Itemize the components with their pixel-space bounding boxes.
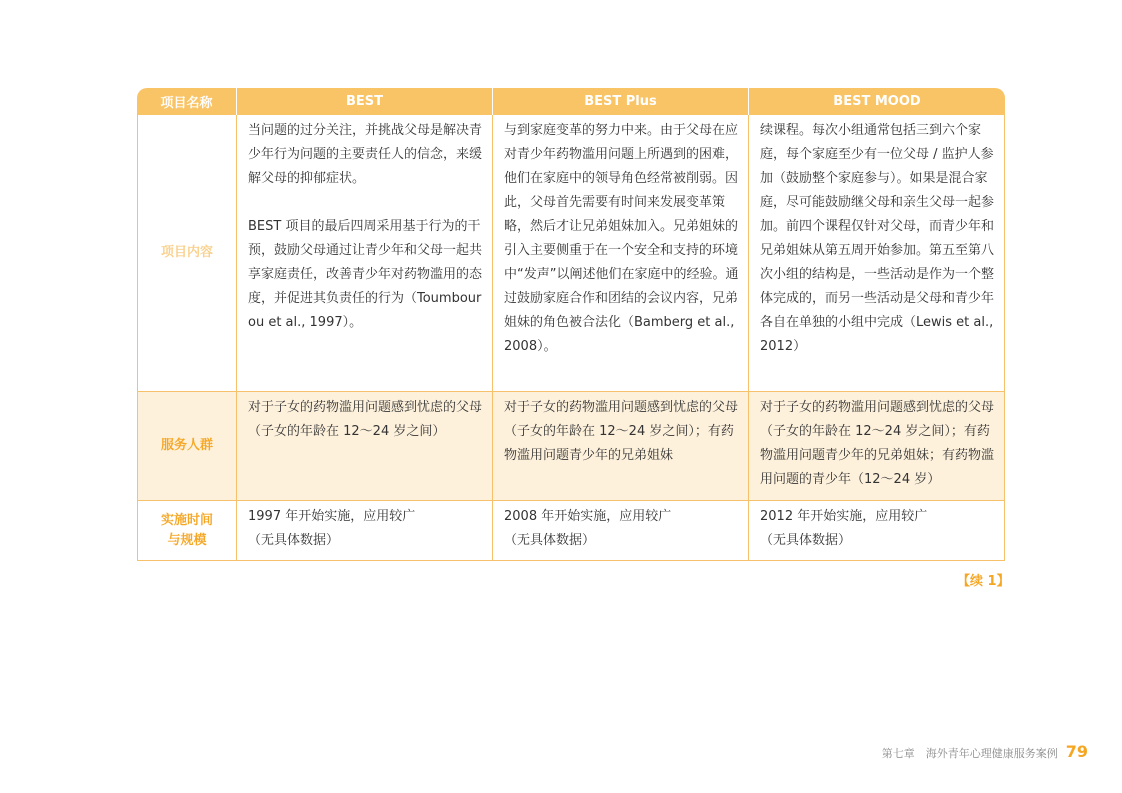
header-best-mood: BEST MOOD — [749, 88, 1005, 115]
cell-paragraph: 对于子女的药物滥用问题感到忧虑的父母（子女的年龄在 12～24 岁之间） — [248, 400, 483, 439]
cell-line: 2008 年开始实施，应用较广 — [504, 509, 672, 524]
cell-paragraph: 与到家庭变革的努力中来。由于父母在应对青少年药物滥用问题上所遇到的困难，他们在家庭中的领导角色经常被削弱。因此，父母首先需要有时间来发展变革策略，然后才让兄弟姐妹加入。兄弟姐妹的引入主要侧重于在一个安全和支持的环境中“发声”以阐述他们在家庭中的经验。通过鼓励家庭合作和团结的会议内容，兄弟姐妹的角色被合法化（Bamberg et al., 2008）。 — [504, 123, 739, 354]
row-label-line: 实施时间 — [160, 512, 213, 528]
cell-line: （无具体数据） — [248, 533, 340, 548]
cell-paragraph: BEST 项目的最后四周采用基于行为的干预，鼓励父母通过让青少年和父母一起共享家庭责任，改善青少年对药物滥用的态度，并促进其负责任的行为（Toumbourou et al., 1997）。 — [248, 219, 483, 330]
row-label-time — [137, 501, 237, 561]
cell-paragraph: 当问题的过分关注，并挑战父母是解决青少年行为问题的主要责任人的信念，来缓解父母的抑郁症状。 — [248, 123, 483, 186]
header-project-name: 项目名称 — [137, 88, 237, 115]
cell-line: 2012 年开始实施，应用较广 — [760, 509, 928, 524]
comparison-table — [137, 88, 1005, 561]
page-footer — [882, 742, 1088, 761]
cell-best-plus-service — [493, 392, 749, 501]
row-label-line: 与规模 — [167, 532, 207, 548]
cell-best-mood-content — [749, 115, 1005, 392]
cell-line: 1997 年开始实施，应用较广 — [248, 509, 416, 524]
cell-line: （无具体数据） — [504, 533, 596, 548]
cell-best-mood-time — [749, 501, 1005, 561]
table-row-service — [137, 392, 1005, 501]
cell-paragraph: 对于子女的药物滥用问题感到忧虑的父母（子女的年龄在 12～24 岁之间）；有药物滥用问题青少年的兄弟姐妹 — [504, 400, 739, 463]
cell-best-service — [237, 392, 493, 501]
table-header-row — [137, 88, 1005, 115]
table-row-time — [137, 501, 1005, 561]
page-number: 79 — [1065, 742, 1088, 761]
table-row-content — [137, 115, 1005, 392]
cell-paragraph: 续课程。每次小组通常包括三到六个家庭，每个家庭至少有一位父母 / 监护人参加（鼓励整个家庭参与）。如果是混合家庭，尽可能鼓励继父母和亲生父母一起参加。前四个课程仅针对父母，而青少年和兄弟姐妹从第五周开始参加。第五至第八次小组的结构是，一些活动是作为一个整体完成的，而另一些活动是父母和青少年各自在单独的小组中完成（Lewis et al., 2012） — [760, 123, 995, 354]
header-best-plus: BEST Plus — [493, 88, 749, 115]
row-label-content: 项目内容 — [137, 115, 237, 392]
cell-best-plus-content — [493, 115, 749, 392]
row-label-service: 服务人群 — [137, 392, 237, 501]
cell-best-plus-time — [493, 501, 749, 561]
cell-line: （无具体数据） — [760, 533, 852, 548]
cell-best-mood-service — [749, 392, 1005, 501]
cell-best-time — [237, 501, 493, 561]
cell-best-content — [237, 115, 493, 392]
continuation-marker: 【续 1】 — [957, 574, 1010, 589]
cell-paragraph: 对于子女的药物滥用问题感到忧虑的父母（子女的年龄在 12～24 岁之间）；有药物滥用问题青少年的兄弟姐妹；有药物滥用问题的青少年（12～24 岁） — [760, 400, 995, 487]
footer-chapter-title: 第七章 海外青年心理健康服务案例 — [881, 747, 1058, 760]
header-best: BEST — [237, 88, 493, 115]
